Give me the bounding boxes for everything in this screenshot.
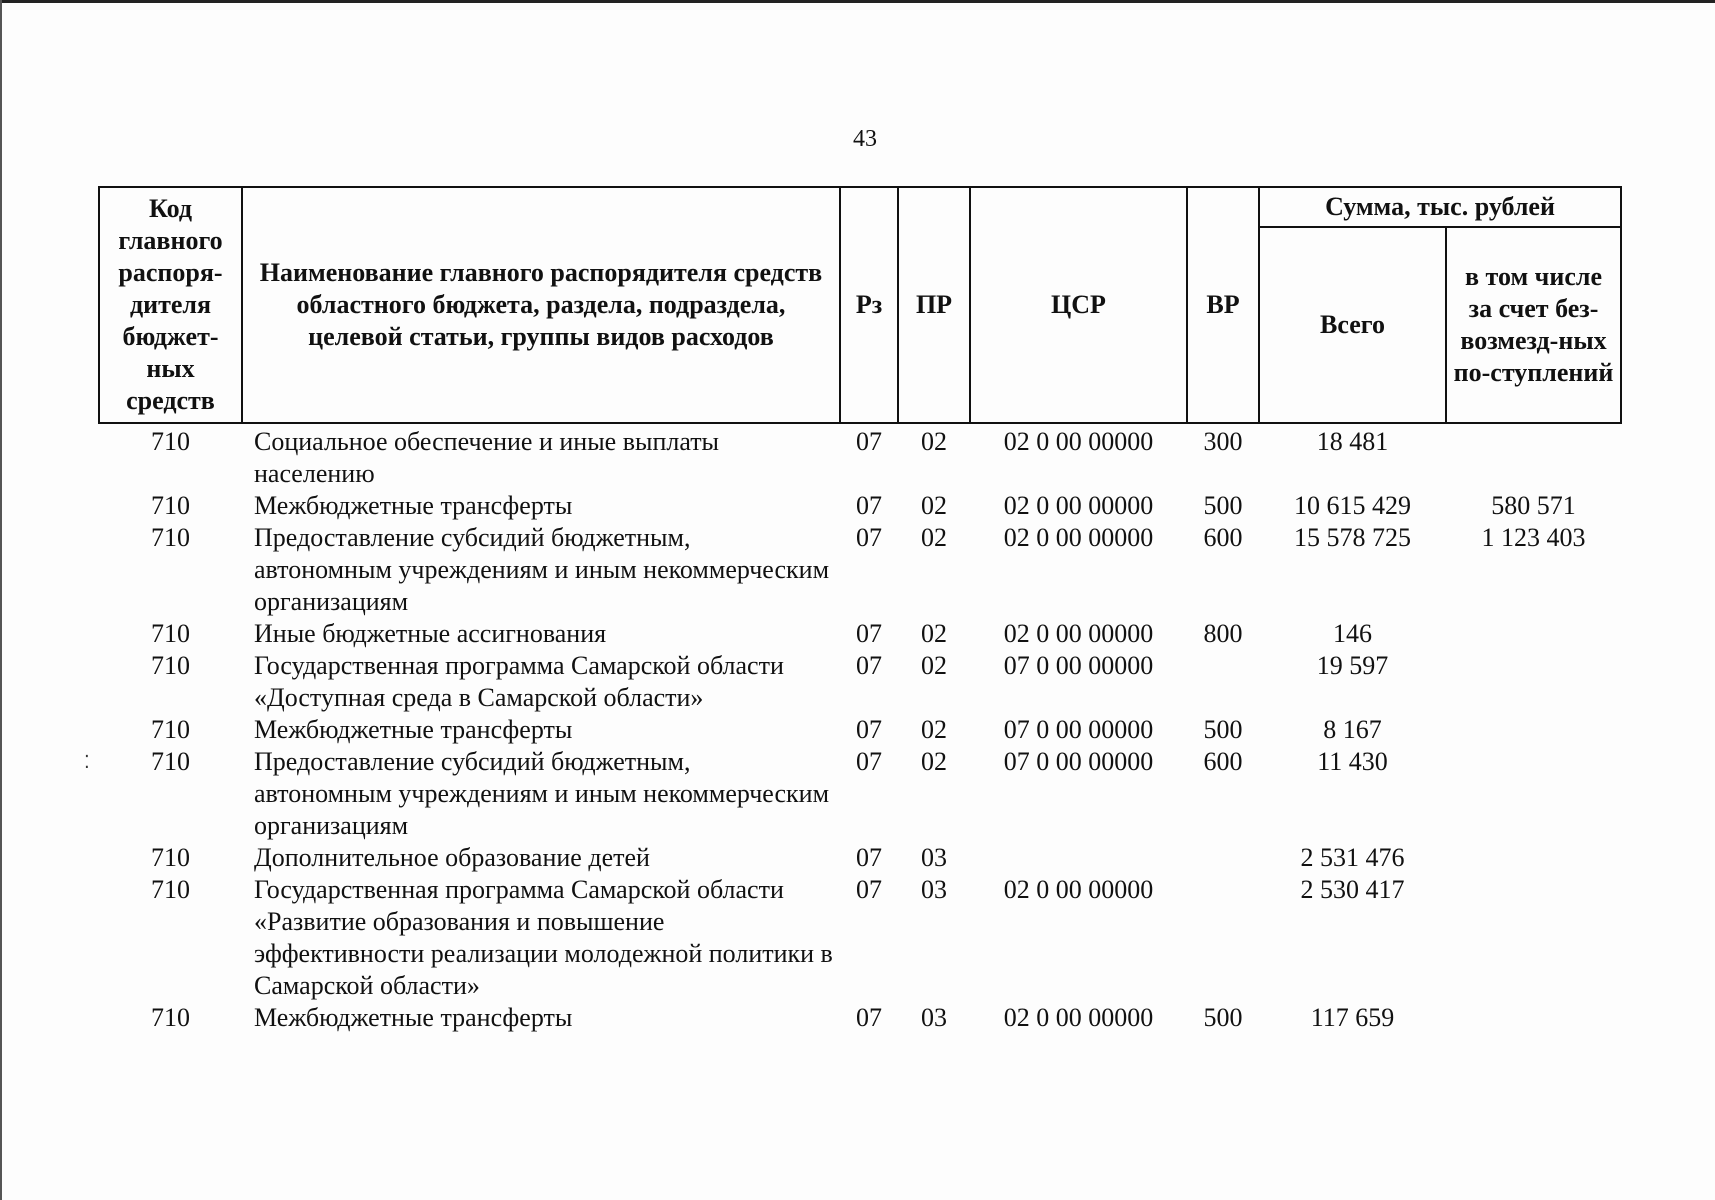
- cell-csr: 02 0 00 00000: [1003, 1003, 1154, 1032]
- header-including: в том числе за счет без-возмезд-ных по-ступлений: [1446, 227, 1621, 423]
- cell-code: 710: [151, 1003, 190, 1032]
- cell-csr: 02 0 00 00000: [1003, 523, 1154, 552]
- cell-including: 1 123 403: [1481, 523, 1586, 552]
- cell-vr: 600: [1203, 523, 1243, 552]
- cell-pr: 02: [921, 715, 947, 744]
- cell-pr: 03: [921, 875, 947, 904]
- cell-pr: 02: [921, 523, 947, 552]
- cell-name: Межбюджетные трансферты: [254, 715, 573, 744]
- header-vr: ВР: [1187, 187, 1259, 423]
- cell-code: 710: [151, 843, 190, 872]
- budget-table-container: [98, 186, 1620, 1034]
- cell-vr: 500: [1203, 715, 1243, 744]
- cell-name: Социальное обеспечение и иные выплаты населению: [254, 427, 720, 488]
- table-row: [99, 618, 1621, 650]
- table-row: [99, 746, 1621, 842]
- table-row: [99, 650, 1621, 714]
- cell-name: Иные бюджетные ассигнования: [254, 619, 607, 648]
- cell-pr: 02: [921, 491, 947, 520]
- cell-rz: 07: [856, 715, 882, 744]
- cell-name: Межбюджетные трансферты: [254, 491, 573, 520]
- table-row: [99, 874, 1621, 1002]
- cell-pr: 02: [921, 747, 947, 776]
- cell-rz: 07: [856, 875, 882, 904]
- cell-total: 8 167: [1323, 715, 1382, 744]
- cell-pr: 02: [921, 619, 947, 648]
- cell-rz: 07: [856, 619, 882, 648]
- cell-code: 710: [151, 619, 190, 648]
- header-rz: Рз: [840, 187, 898, 423]
- cell-csr: [970, 842, 1187, 874]
- cell-vr: [1187, 842, 1259, 874]
- table-row: [99, 490, 1621, 522]
- cell-total: 117 659: [1310, 1003, 1395, 1032]
- cell-total: 10 615 429: [1294, 491, 1411, 520]
- cell-including: [1446, 714, 1621, 746]
- cell-including: [1446, 423, 1621, 490]
- cell-rz: 07: [856, 747, 882, 776]
- budget-table: [98, 186, 1622, 1034]
- cell-code: 710: [151, 491, 190, 520]
- cell-vr: [1187, 650, 1259, 714]
- table-header: [99, 187, 1621, 423]
- table-row: [99, 423, 1621, 490]
- scan-speck-mark: ⁚: [84, 752, 90, 772]
- cell-pr: 02: [921, 427, 947, 456]
- cell-vr: 500: [1203, 491, 1243, 520]
- cell-vr: 800: [1203, 619, 1243, 648]
- cell-rz: 07: [856, 491, 882, 520]
- cell-vr: 500: [1203, 1003, 1243, 1032]
- cell-rz: 07: [856, 651, 882, 680]
- cell-vr: 600: [1203, 747, 1243, 776]
- cell-csr: 02 0 00 00000: [1003, 491, 1154, 520]
- cell-csr: 02 0 00 00000: [1003, 875, 1154, 904]
- cell-total: 2 531 476: [1300, 843, 1405, 872]
- cell-name: Предоставление субсидий бюджетным, автономным учреждениям и иным некоммерческим организациям: [254, 523, 830, 616]
- cell-code: 710: [151, 651, 190, 680]
- cell-including: [1446, 746, 1621, 842]
- cell-code: 710: [151, 427, 190, 456]
- cell-rz: 07: [856, 427, 882, 456]
- cell-pr: 03: [921, 843, 947, 872]
- cell-rz: 07: [856, 1003, 882, 1032]
- header-code: Код главного распоря-дителя бюджет-ных средств: [99, 187, 242, 423]
- cell-including: [1446, 618, 1621, 650]
- cell-csr: 02 0 00 00000: [1003, 427, 1154, 456]
- header-pr: ПР: [898, 187, 970, 423]
- cell-pr: 02: [921, 651, 947, 680]
- cell-name: Государственная программа Самарской области «Развитие образования и повышение эффективности реализации молодежной политики в Самарской области»: [254, 875, 833, 1000]
- header-total: Всего: [1259, 227, 1446, 423]
- table-body: [99, 423, 1621, 1034]
- cell-csr: 02 0 00 00000: [1003, 619, 1154, 648]
- cell-including: [1446, 842, 1621, 874]
- cell-csr: 07 0 00 00000: [1003, 651, 1154, 680]
- cell-code: 710: [151, 523, 190, 552]
- cell-including: [1446, 1002, 1621, 1034]
- cell-code: 710: [151, 875, 190, 904]
- header-csr: ЦСР: [970, 187, 1187, 423]
- cell-total: 11 430: [1317, 747, 1388, 776]
- page-top-edge: [0, 0, 1715, 3]
- cell-vr: 300: [1203, 427, 1243, 456]
- cell-vr: [1187, 874, 1259, 1002]
- cell-name: Государственная программа Самарской области «Доступная среда в Самарской области»: [254, 651, 784, 712]
- cell-pr: 03: [921, 1003, 947, 1032]
- cell-name: Межбюджетные трансферты: [254, 1003, 573, 1032]
- table-row: [99, 522, 1621, 618]
- cell-csr: 07 0 00 00000: [1003, 715, 1154, 744]
- cell-code: 710: [151, 747, 190, 776]
- cell-code: 710: [151, 715, 190, 744]
- cell-total: 19 597: [1316, 651, 1389, 680]
- table-row: [99, 714, 1621, 746]
- cell-csr: 07 0 00 00000: [1003, 747, 1154, 776]
- cell-including: [1446, 874, 1621, 1002]
- cell-rz: 07: [856, 523, 882, 552]
- cell-total: 2 530 417: [1300, 875, 1405, 904]
- cell-name: Дополнительное образование детей: [254, 843, 650, 872]
- cell-total: 15 578 725: [1294, 523, 1411, 552]
- table-row: [99, 842, 1621, 874]
- table-row: [99, 1002, 1621, 1034]
- page-number: 43: [853, 126, 877, 152]
- cell-total: 18 481: [1316, 427, 1389, 456]
- cell-rz: 07: [856, 843, 882, 872]
- cell-including: [1446, 650, 1621, 714]
- header-sum-group: Сумма, тыс. рублей: [1259, 187, 1621, 227]
- page-left-edge: [0, 0, 2, 1200]
- cell-including: 580 571: [1491, 491, 1576, 520]
- cell-name: Предоставление субсидий бюджетным, автономным учреждениям и иным некоммерческим организациям: [254, 747, 830, 840]
- header-name: Наименование главного распорядителя средств областного бюджета, раздела, подраздела, целевой статьи, группы видов расходов: [242, 187, 840, 423]
- cell-total: 146: [1333, 619, 1372, 648]
